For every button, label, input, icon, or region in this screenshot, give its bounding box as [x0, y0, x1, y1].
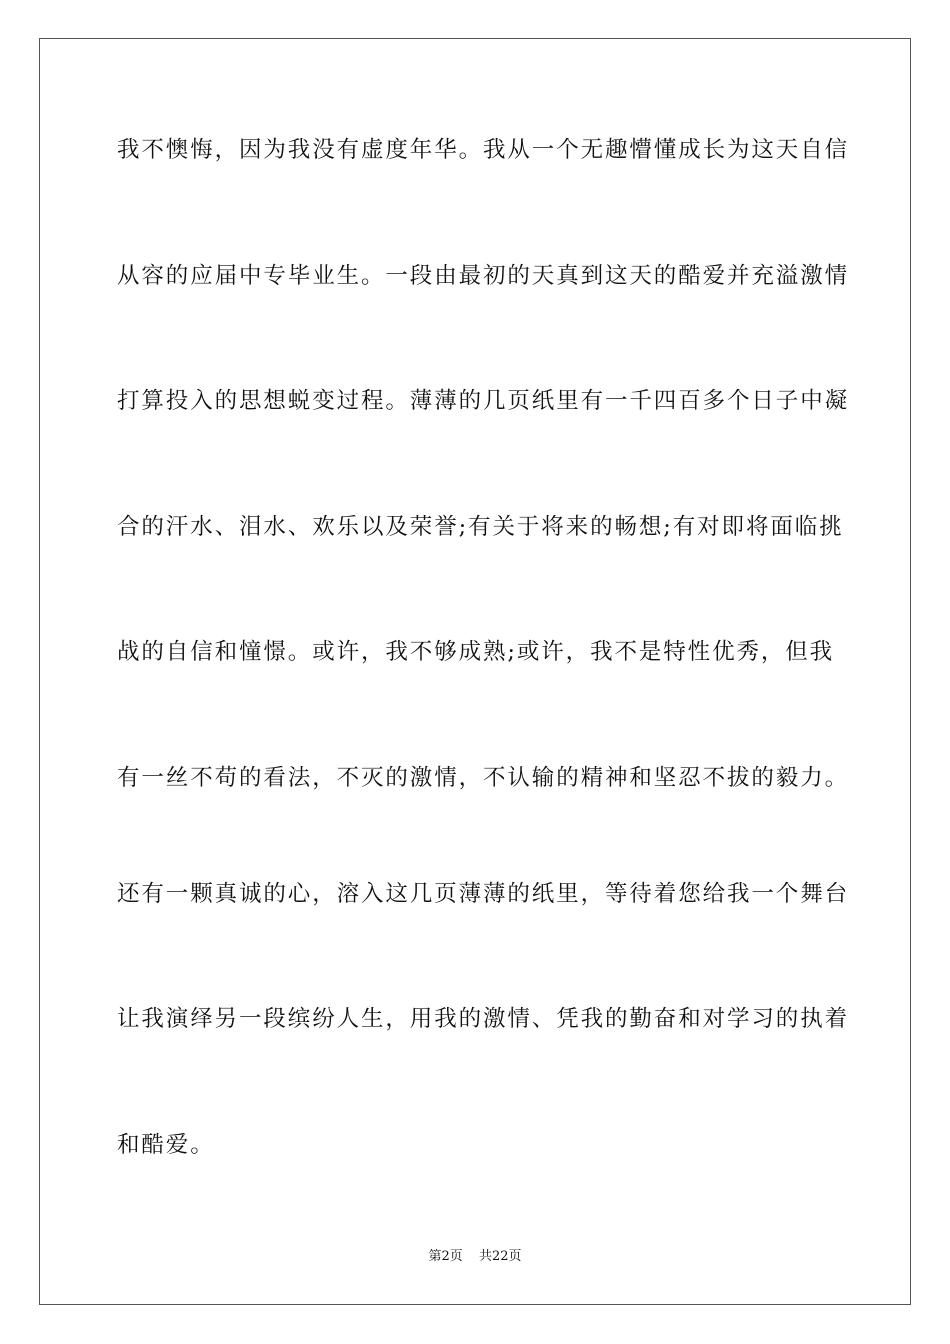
text-line: 有一丝不苟的看法，不灭的激情，不认输的精神和坚忍不拔的毅力。: [117, 765, 850, 791]
page-number: 第2页: [428, 1249, 463, 1264]
text-line: 还有一颗真诚的心，溶入这几页薄薄的纸里，等待着您给我一个舞台: [117, 881, 850, 907]
text-line: 合的汗水、泪水、欢乐以及荣誉;有关于将来的畅想;有对即将面临挑: [117, 514, 844, 540]
text-line: 让我演绎另一段缤纷人生，用我的激情、凭我的勤奋和对学习的执着: [117, 1006, 850, 1032]
text-line: 我不懊悔，因为我没有虚度年华。我从一个无趣懵懂成长为这天自信: [117, 137, 850, 163]
page-total: 共22页: [478, 1249, 522, 1264]
page-border: [39, 38, 911, 1305]
text-line: 从容的应届中专毕业生。一段由最初的天真到这天的酷爱并充溢激情: [117, 263, 850, 289]
text-line: 战的自信和憧憬。或许，我不够成熟;或许，我不是特性优秀，但我: [117, 639, 835, 665]
text-line: 打算投入的思想蜕变过程。薄薄的几页纸里有一千四百多个日子中凝: [117, 388, 850, 414]
page-footer: [0, 1249, 950, 1265]
text-line: 和酷爱。: [117, 1132, 215, 1158]
